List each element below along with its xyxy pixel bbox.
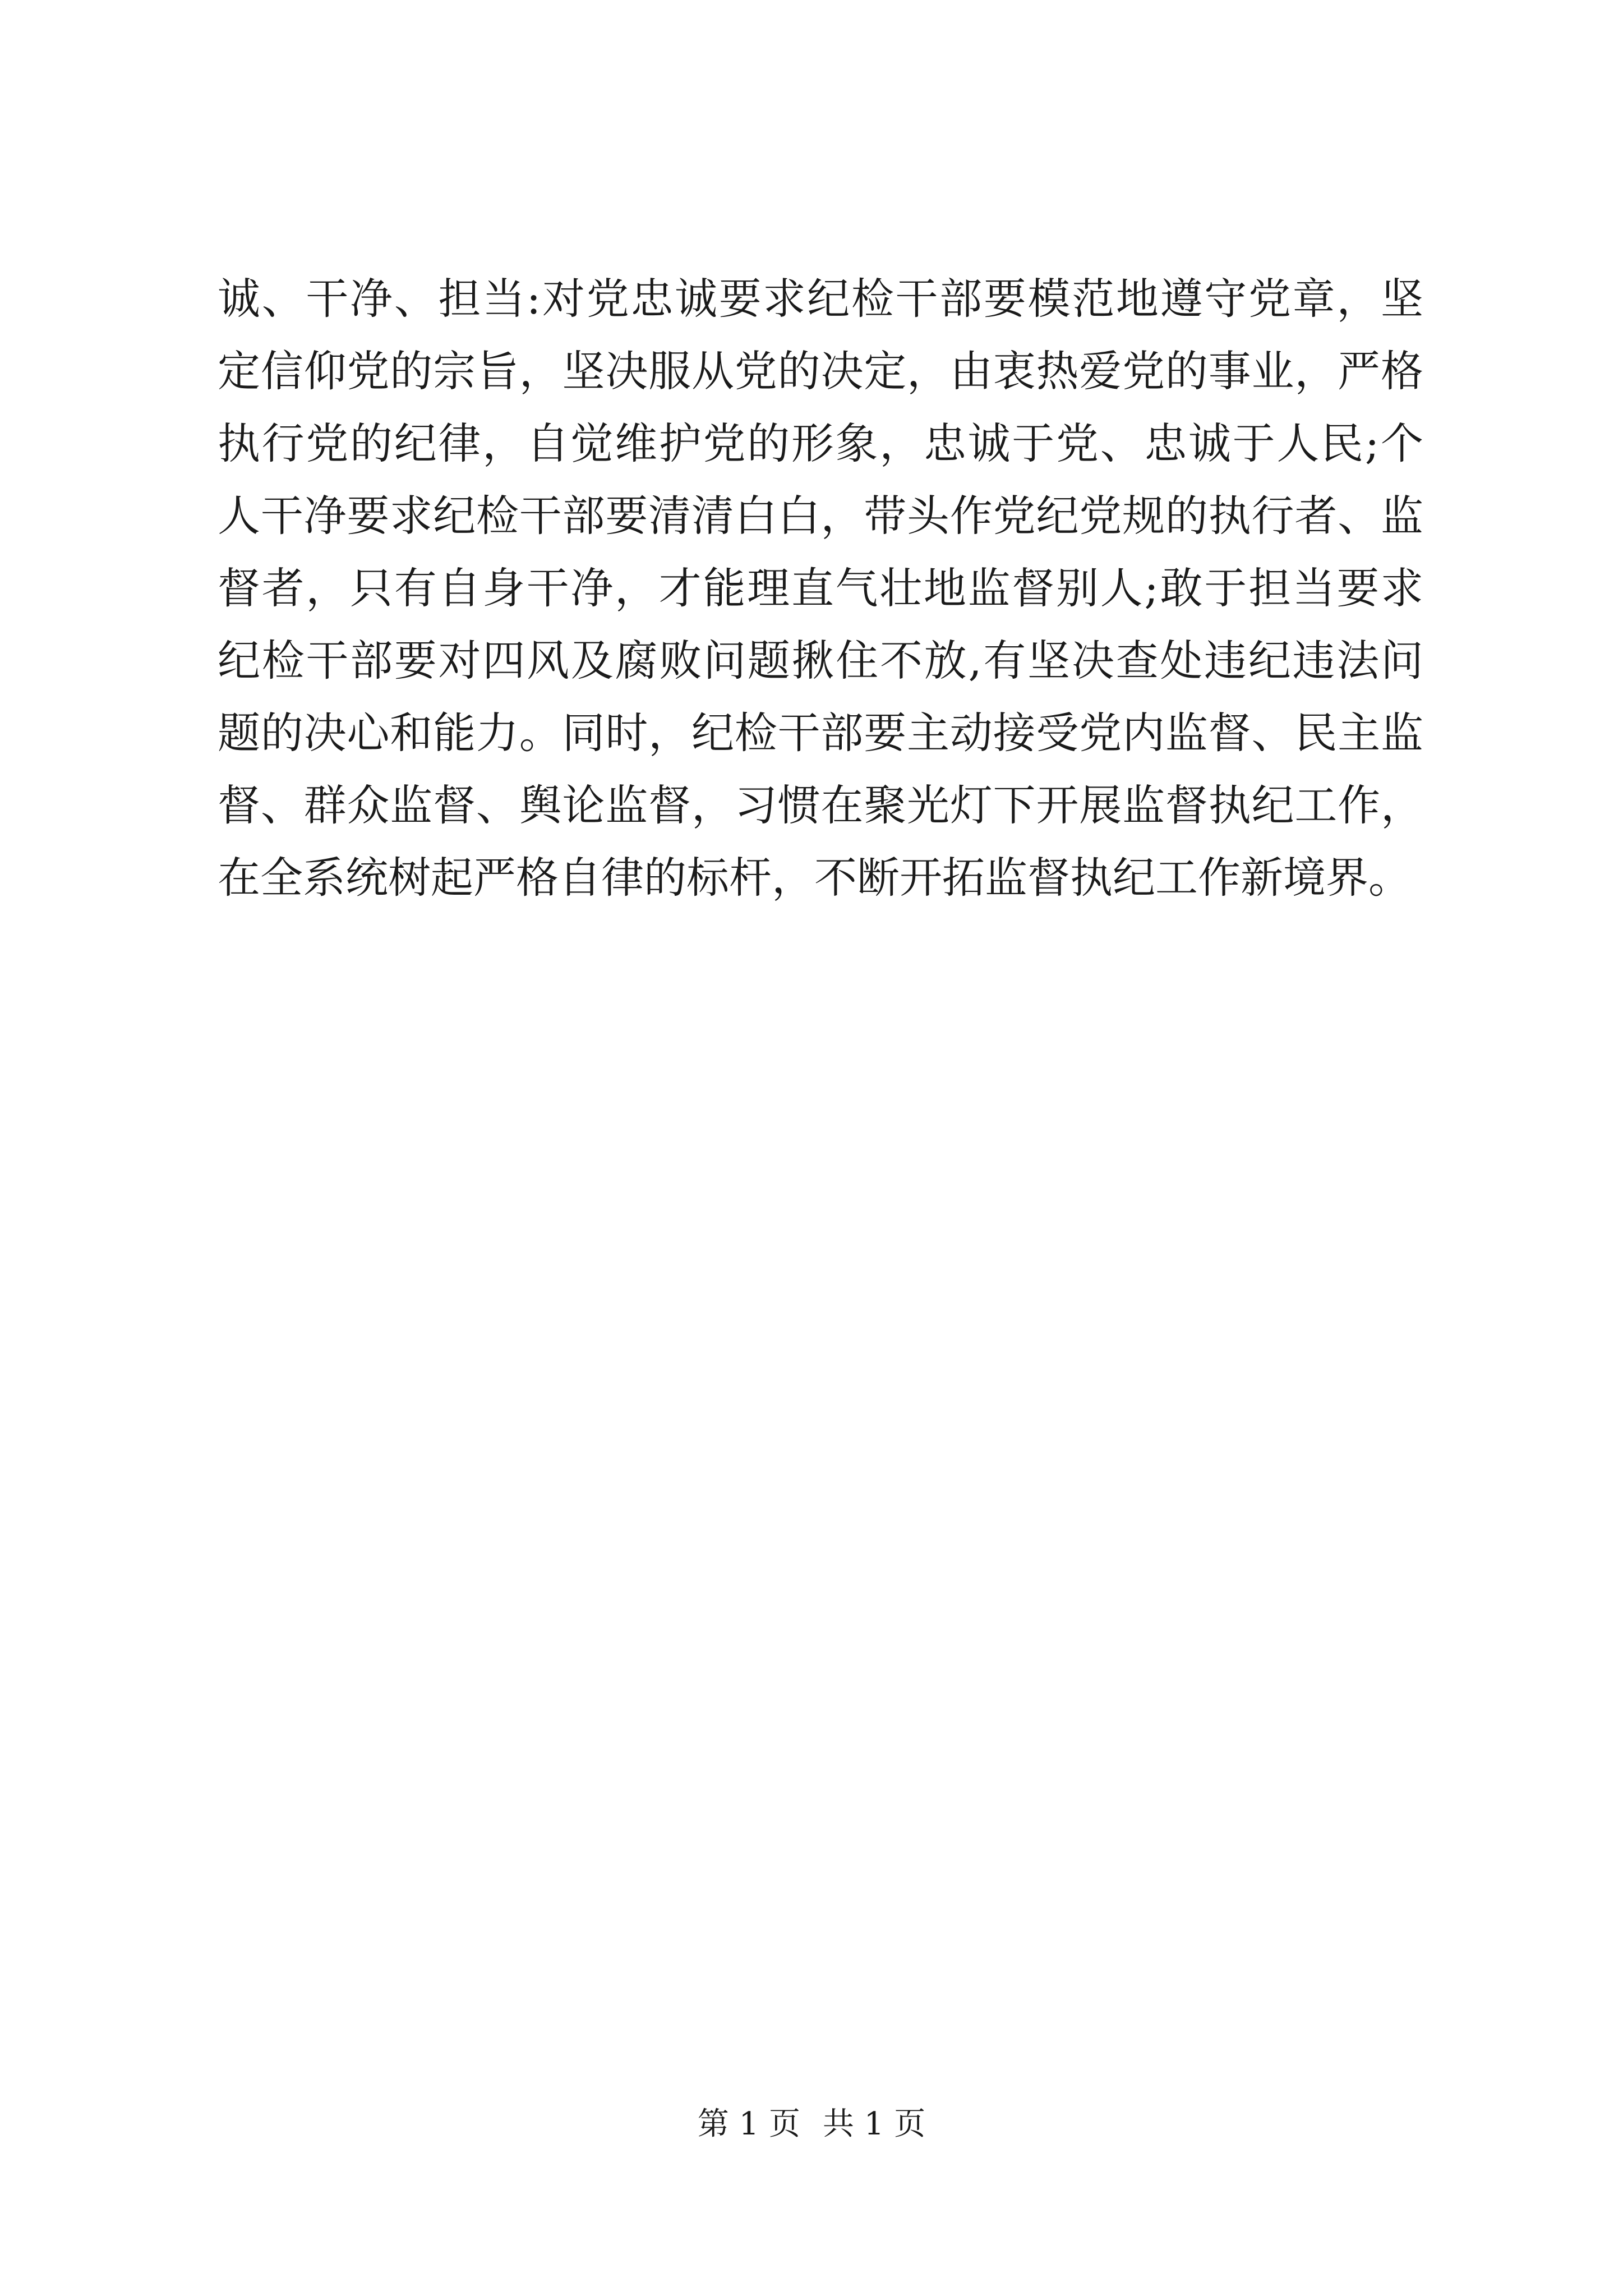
text-line-9: 在全系统树起严格自律的标杆，不断开拓监督执纪工作新境界。 [218, 853, 1411, 903]
text-line-2: 定信仰党的宗旨，坚决服从党的决定，由衷热爱党的事业，严格 [218, 346, 1423, 396]
text-line-1: 诚、干净、担当:对党忠诚要求纪检干部要模范地遵守党章，坚 [218, 274, 1423, 324]
text-line-7: 题的决心和能力。同时，纪检干部要主动接受党内监督、民主监 [218, 708, 1423, 758]
body-paragraph [218, 263, 1423, 914]
total-pages: 共 1 页 [823, 2106, 926, 2142]
text-line-6: 纪检干部要对四风及腐败问题揪住不放,有坚决查处违纪违法问 [218, 636, 1423, 685]
page-number: 第 1 页 [697, 2106, 800, 2142]
text-line-3: 执行党的纪律，自觉维护党的形象，忠诚于党、忠诚于人民;个 [218, 418, 1423, 468]
page-footer [0, 2105, 1623, 2144]
text-line-5: 督者，只有自身干净，才能理直气壮地监督别人;敢于担当要求 [218, 563, 1423, 613]
text-line-4: 人干净要求纪检干部要清清白白，带头作党纪党规的执行者、监 [218, 491, 1423, 541]
text-line-8: 督、群众监督、舆论监督，习惯在聚光灯下开展监督执纪工作， [218, 780, 1423, 830]
